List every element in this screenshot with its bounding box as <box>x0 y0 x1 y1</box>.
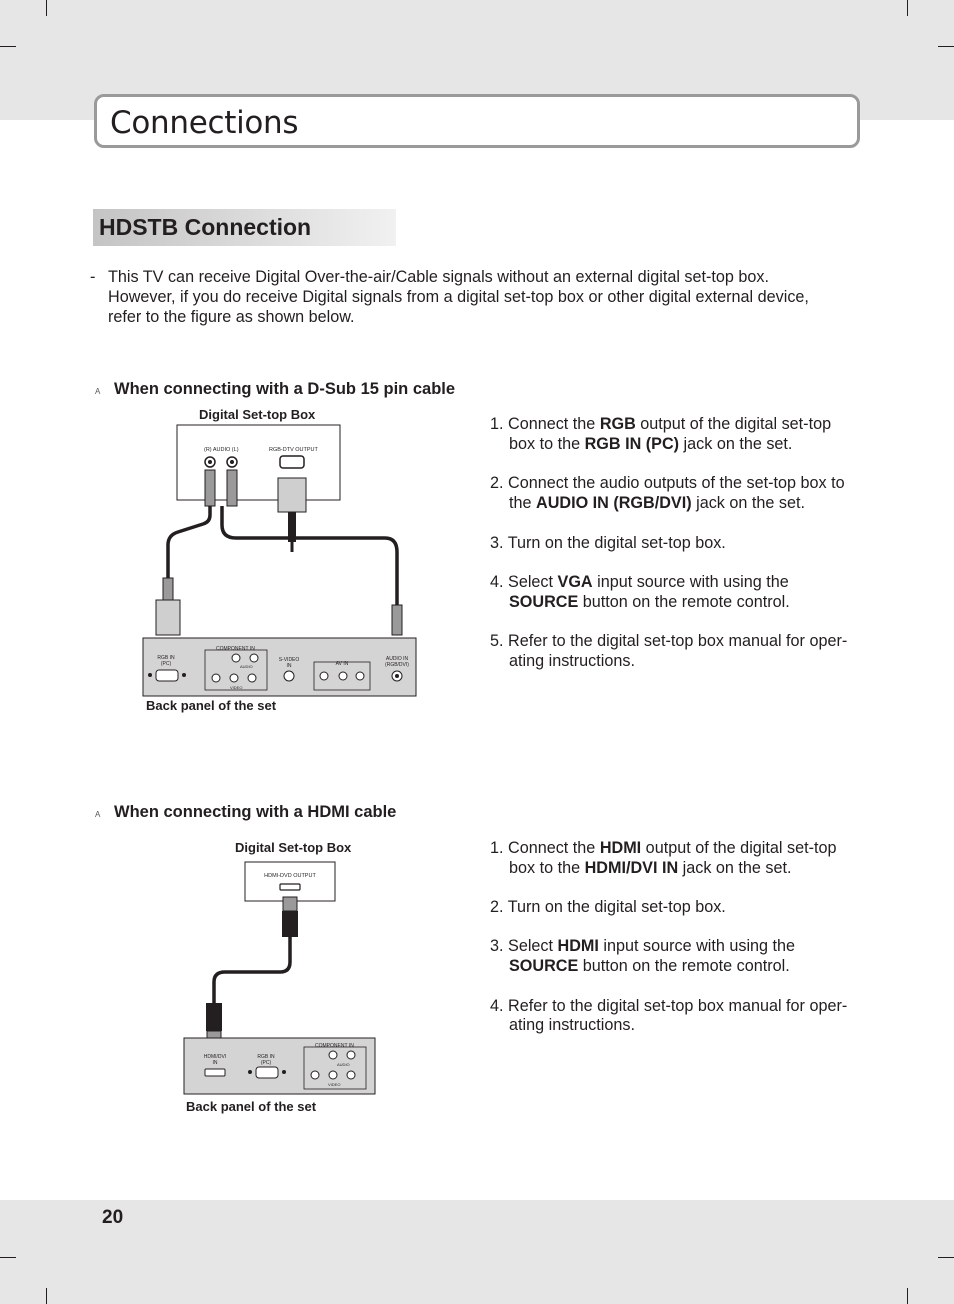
panel-audio-small: AUDIO <box>240 664 253 669</box>
panel-svideo-sublabel: IN <box>286 663 292 669</box>
hdmi-connection-diagram <box>180 858 380 1098</box>
step-line: 3. Turn on the digital set-top box. <box>490 534 726 552</box>
section-title-bar <box>93 209 396 246</box>
crop-mark <box>0 46 16 47</box>
panel-component-label: COMPONENT IN <box>216 646 255 652</box>
panel-rgb-sublabel: (PC) <box>160 661 172 667</box>
panel-audioin-sublabel: (RGB/DVI) <box>385 662 409 668</box>
panel-hdmi-label: HDMI/DVI <box>203 1054 227 1060</box>
intro-line: refer to the figure as shown below. <box>108 308 355 326</box>
step-line: 2. Turn on the digital set-top box. <box>490 898 726 916</box>
section-title: HDSTB Connection <box>99 214 312 240</box>
bottom-gray-band <box>0 1200 954 1304</box>
step-line: the AUDIO IN (RGB/DVI) jack on the set. <box>509 494 805 512</box>
hdmi-panel-label: Back panel of the set <box>186 1099 317 1114</box>
dsub-connection-diagram <box>140 420 430 700</box>
panel-video-small: VIDEO <box>230 685 243 690</box>
dsub-stb-label: Digital Set-top Box <box>199 407 316 422</box>
chapter-title-box <box>94 94 860 148</box>
bullet-marker: A <box>95 387 101 396</box>
stb-hdmi-port-label: HDMI-DVD OUTPUT <box>264 873 316 879</box>
panel-avin-label: AV IN <box>335 661 349 667</box>
hdmi-stb-label: Digital Set-top Box <box>235 840 352 855</box>
panel-hdmi-sublabel: IN <box>212 1060 218 1066</box>
page-number: 20 <box>102 1207 124 1228</box>
step-line: SOURCE button on the remote control. <box>509 593 790 611</box>
step-line: box to the HDMI/DVI IN jack on the set. <box>509 859 792 877</box>
panel-component-label: COMPONENT IN <box>315 1043 354 1049</box>
stb-rgb-port-label: RGB-DTV OUTPUT <box>269 447 318 453</box>
panel-audioin-label: AUDIO IN <box>385 656 409 662</box>
crop-mark <box>0 1257 16 1258</box>
crop-mark <box>907 0 908 16</box>
step-line: 2. Connect the audio outputs of the set-top box to <box>490 474 845 492</box>
bullet-marker: A <box>95 810 101 819</box>
panel-svideo-label: S-VIDEO <box>278 657 300 663</box>
step-line: 1. Connect the RGB output of the digital set-top <box>490 415 832 433</box>
panel-rgb-label: RGB IN <box>157 655 175 661</box>
step-line: 4. Select VGA input source with using the <box>490 573 789 591</box>
panel-audio-small: AUDIO <box>337 1062 350 1067</box>
crop-mark <box>938 46 954 47</box>
stb-audio-port-label: (R) AUDIO (L) <box>204 447 239 453</box>
intro-dash: - <box>90 268 96 286</box>
intro-line: However, if you do receive Digital signals from a digital set-top box or other digital external device, <box>108 288 809 306</box>
step-line: 1. Connect the HDMI output of the digital set-top <box>490 839 837 857</box>
crop-mark <box>46 1288 47 1304</box>
panel-video-small: VIDEO <box>328 1082 341 1087</box>
intro-line: This TV can receive Digital Over-the-air/Cable signals without an external digital set-top box. <box>108 268 769 286</box>
dsub-heading: When connecting with a D-Sub 15 pin cable <box>114 380 456 398</box>
crop-mark <box>907 1288 908 1304</box>
panel-rgb-sublabel: (PC) <box>260 1060 272 1066</box>
step-line: SOURCE button on the remote control. <box>509 957 790 975</box>
step-line: 3. Select HDMI input source with using the <box>490 937 796 955</box>
step-line: box to the RGB IN (PC) jack on the set. <box>509 435 793 453</box>
step-line: ating instructions. <box>509 1016 635 1034</box>
chapter-title: Connections <box>110 105 299 141</box>
step-line: ating instructions. <box>509 652 635 670</box>
crop-mark <box>46 0 47 16</box>
dsub-panel-label: Back panel of the set <box>146 698 277 713</box>
step-line: 5. Refer to the digital set-top box manual for oper- <box>490 632 848 650</box>
panel-rgb-label: RGB IN <box>257 1054 275 1060</box>
crop-mark <box>938 1257 954 1258</box>
hdmi-heading: When connecting with a HDMI cable <box>114 803 397 821</box>
step-line: 4. Refer to the digital set-top box manual for oper- <box>490 997 848 1015</box>
